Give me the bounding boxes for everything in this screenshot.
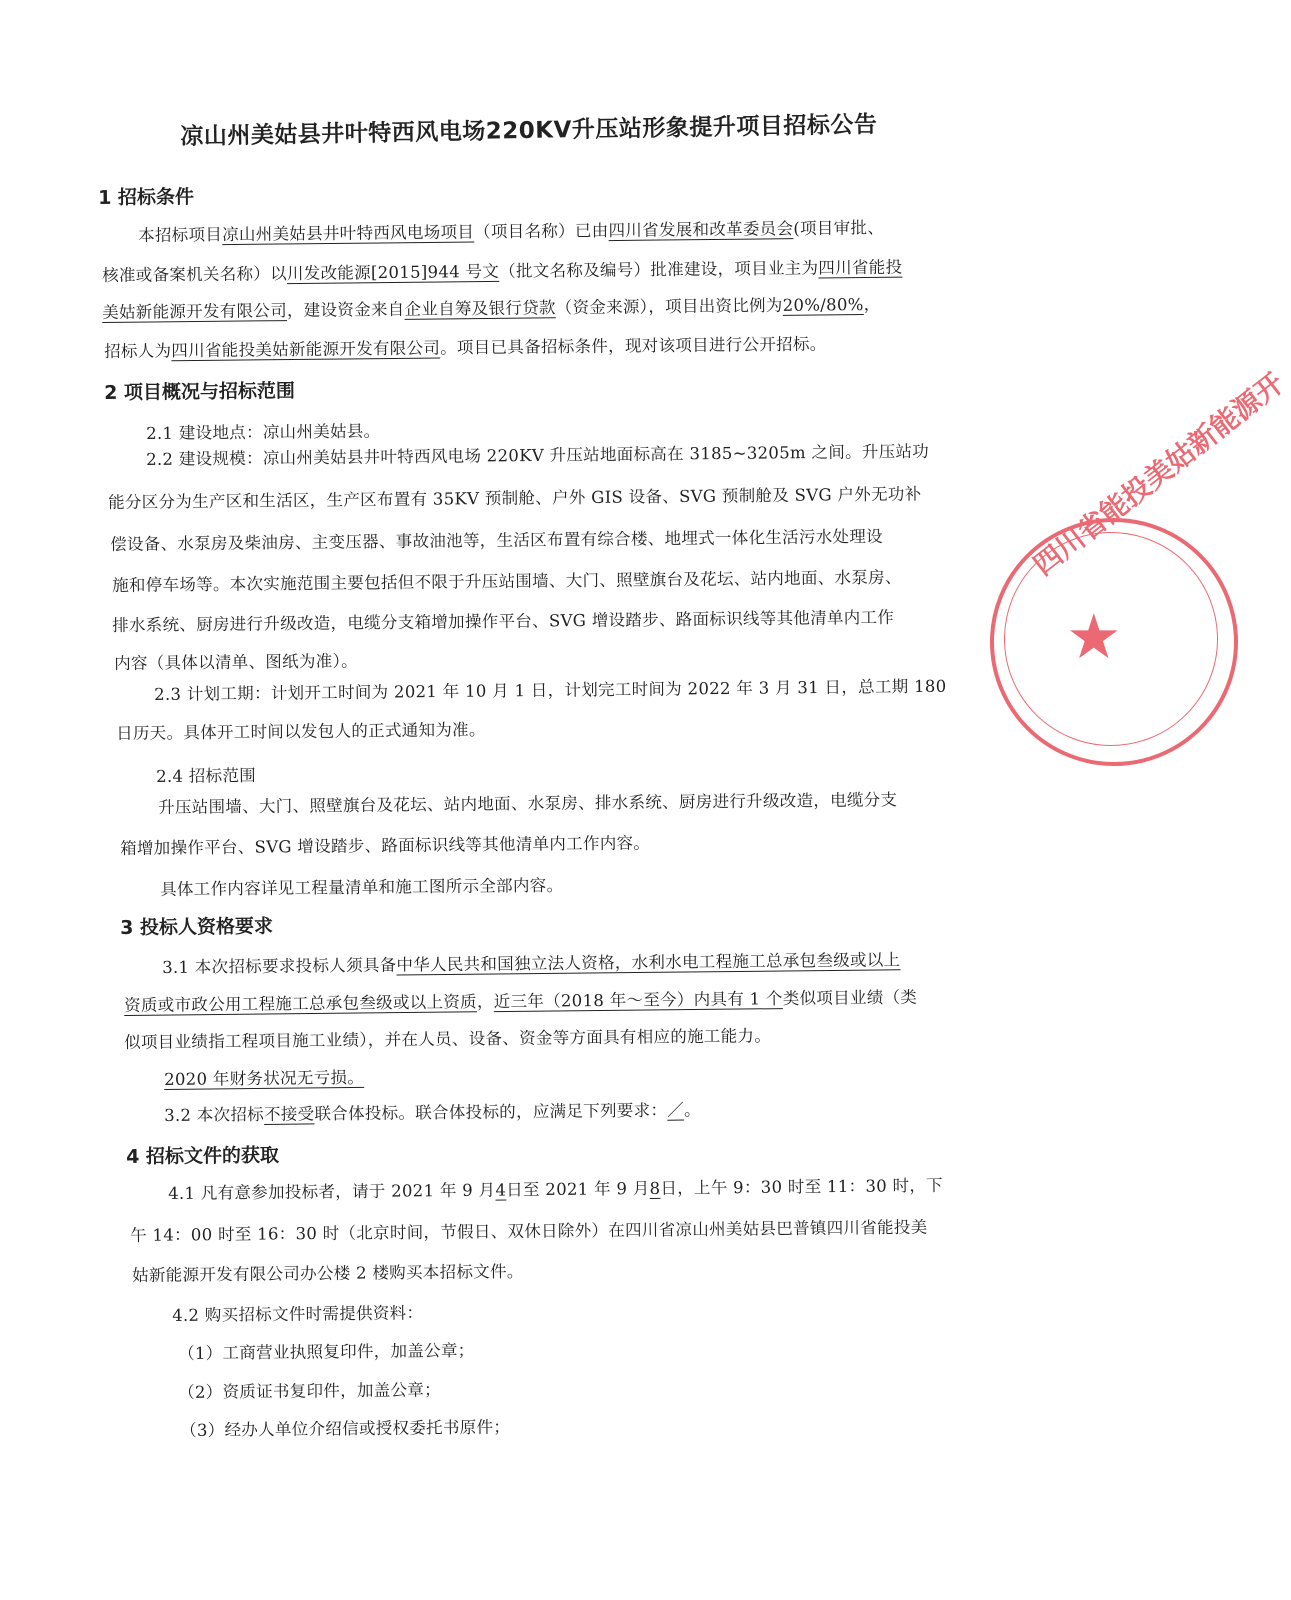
section-3-line-1: 3.1 本次招标要求投标人须具备中华人民共和国独立法人资格，水利水电工程施工总承包叁级或以上 — [162, 950, 901, 977]
section-4-line-3: 姑新能源开发有限公司办公楼 2 楼购买本招标文件。 — [132, 1261, 524, 1285]
section-1-line-4: 招标人为四川省能投美姑新能源开发有限公司。项目已具备招标条件，现对该项目进行公开招标。 — [104, 334, 827, 361]
section-3-heading: 3 投标人资格要求 — [120, 915, 274, 939]
section-4-line-6: （2）资质证书复印件，加盖公章； — [178, 1380, 442, 1402]
section-2-line-9: 日历天。具体开工时间以发包人的正式通知为准。 — [116, 720, 486, 743]
star-icon: ★ — [1066, 600, 1122, 673]
section-2-line-12: 箱增加操作平台、SVG 增设踏步、路面标识线等其他清单内工作内容。 — [120, 833, 651, 858]
company-seal-text: 四川省能投美姑新能源开 — [1027, 366, 1291, 582]
section-4-line-4: 4.2 购买招标文件时需提供资料： — [172, 1303, 424, 1325]
section-4-line-1: 4.1 凡有意参加投标者，请于 2021 年 9 月4日至 2021 年 9 月8日，上午 9：30 时至 11：30 时，下 — [168, 1175, 944, 1203]
section-2-line-4: 偿设备、水泵房及柴油房、主变压器、事故油池等，生活区布置有综合楼、地埋式一体化生活污水处理设 — [110, 526, 884, 554]
section-3-line-4: 2020 年财务状况无亏损。 — [164, 1067, 365, 1089]
company-seal-inner-ring — [1004, 532, 1218, 746]
section-3-line-5: 3.2 本次招标不接受联合体投标。联合体投标的，应满足下列要求：／。 — [164, 1100, 701, 1125]
section-2-line-1: 2.1 建设地点：凉山州美姑县。 — [146, 421, 381, 443]
document-title: 凉山州美姑县井叶特西风电场220KV升压站形象提升项目招标公告 — [180, 111, 878, 150]
section-1-heading: 1 招标条件 — [98, 185, 195, 209]
section-2-line-11: 升压站围墙、大门、照壁旗台及花坛、站内地面、水泵房、排水系统、厨房进行升级改造，电缆分支 — [158, 790, 898, 817]
section-4-line-5: （1）工商营业执照复印件，加盖公章； — [178, 1340, 475, 1363]
company-seal — [990, 366, 1291, 766]
section-1-line-2: 核准或备案机关名称）以川发改能源[2015]944 号文（批文名称及编号）批准建设，项目业主为四川省能投 — [102, 257, 903, 285]
section-2-line-13: 具体工作内容详见工程量清单和施工图所示全部内容。 — [160, 875, 564, 899]
section-4-heading: 4 招标文件的获取 — [126, 1144, 280, 1168]
section-4-line-2: 午 14：00 时至 16：30 时（北京时间，节假日、双休日除外）在四川省凉山州美姑县巴普镇四川省能投美 — [130, 1217, 928, 1245]
section-2-line-2: 2.2 建设规模：凉山州美姑县井叶特西风电场 220KV 升压站地面标高在 3185~3205m 之间。升压站功 — [146, 441, 930, 469]
section-2-line-3: 能分区分为生产区和生活区，生产区布置有 35KV 预制舱、户外 GIS 设备、SVG 预制舱及 SVG 户外无功补 — [108, 484, 922, 512]
section-2-line-7: 内容（具体以清单、图纸为准）。 — [114, 651, 358, 673]
section-3-line-3: 似项目业绩指工程项目施工业绩），并在人员、设备、资金等方面具有相应的施工能力。 — [124, 1026, 772, 1052]
section-4-line-7: （3）经办人单位介绍信或授权委托书原件； — [180, 1417, 511, 1440]
section-2-line-5: 施和停车场等。本次实施范围主要包括但不限于升压站围墙、大门、照壁旗台及花坛、站内地面、水泵房、 — [112, 567, 902, 595]
section-2-line-6: 排水系统、厨房进行升级改造，电缆分支箱增加操作平台、SVG 增设踏步、路面标识线等其他清单内工作 — [112, 607, 895, 635]
section-2-heading: 2 项目概况与招标范围 — [104, 380, 296, 404]
section-1-line-1: 本招标项目凉山州美姑县井叶特西风电场项目（项目名称）已由四川省发展和改革委员会(项目审批、 — [138, 218, 885, 245]
section-1-line-3: 美姑新能源开发有限公司，建设资金来自企业自筹及银行贷款（资金来源），项目出资比例为20%/80%， — [102, 294, 881, 322]
section-2-line-10: 2.4 招标范围 — [156, 765, 257, 786]
section-2-line-8: 2.3 计划工期：计划开工时间为 2021 年 10 月 1 日，计划完工时间为 2022 年 3 月 31 日，总工期 180 — [154, 676, 947, 704]
section-3-line-2: 资质或市政公用工程施工总承包叁级或以上资质，近三年（2018 年～至今）内具有 1 个类似项目业绩（类 — [124, 987, 918, 1015]
